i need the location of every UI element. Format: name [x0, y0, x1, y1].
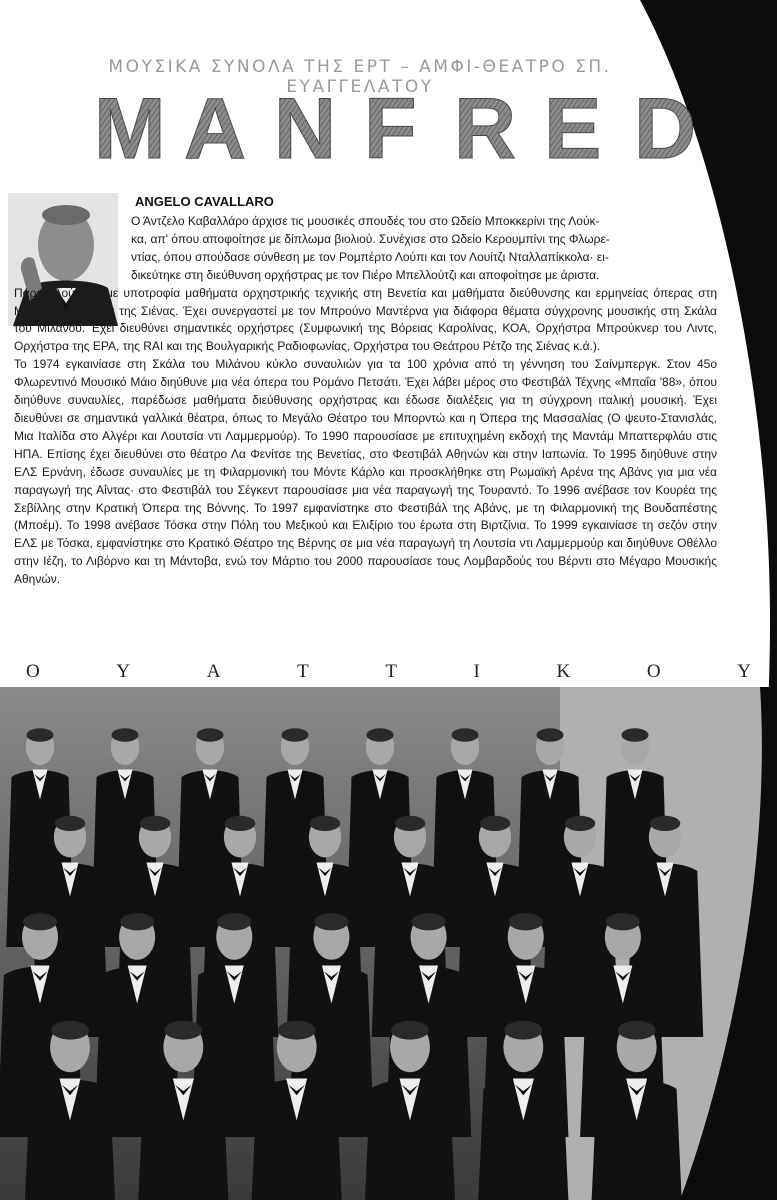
bio-intro: [131, 213, 717, 285]
logo-letter: M: [94, 88, 166, 166]
manfred-logo: [88, 88, 718, 166]
bio-intro-line: Ο Άντζελο Καβαλλάρο άρχισε τις μουσικές σπουδές του στο Ωδείο Μποκκερίνι της Λούκ-: [131, 214, 600, 228]
logo-letter: A: [184, 88, 247, 166]
orchestra-photo: [0, 687, 777, 1200]
bio-intro-line: δικεύτηκε στη διεύθυνση ορχήστρας με τον Πιέρο Μπελλούτζι και αποφοίτησε με άριστα.: [131, 267, 600, 282]
wordstrip-letter: Ι: [473, 661, 480, 682]
bio-paragraph-2: Το 1974 εγκαινίασε στη Σκάλα του Μιλάνου κύκλο συναυλιών για τα 100 χρόνια από τη γέννηση του Σαίνμπεργκ. Στον 45ο Φλωρεντινό Μουσικό Μάιο διηύθυνε μια νέα όπερα του Ρομάνο Πετσάτι. Έχει λάβει μέρος στο Φεστιβάλ Τέχνης «Μπαΐα '88», όπου διηύθυνε συναυλίες, παρέδωσε μαθήματα διεύθυνσης ορχήστρας και έδωσε διαλέξεις για τη σύγχρονη ιταλική μουσική. Έχει διευθύνει σε σημαντικά γαλλικά θέατρα, όπως το Μεγάλο Θέατρο του Μπορντώ και η Όπερα της Μασσαλίας (Ο ψευτο-Στανισλάς, Μια Ιταλίδα στο Αλγέρι και Λουτσία ντι Λαμμερμούρ). Το 1990 παρουσίασε με επιτυχημένη εκδοχή της Μαντάμ Μπαττερφλάυ στις ΗΠΑ. Επίσης έχει διευθύνει στο θέατρο Λα Φενίτσε της Βενετίας, στο Φεστιβάλ Αθηνών και στην Ιαπωνία. Το 1995 διηύθυνε στην ΕΛΣ Ερνάνη, έδωσε συναυλίες με τη Φιλαρμονική του Μόντε Κάρλο και προσκλήθηκε στη Ρωμαϊκή Αρένα της Αβάνς για μια νέα παραγωγή της Αΐντας· στο Φεστιβάλ του Σέγκεντ παρουσίασε μια νέα παραγωγή της Τουραντό. Το 1996 ανέβασε τον Κουρέα της Σεβίλλης στην Κρατική Όπερα της Βόννης. Το 1997 εμφανίστηκε στο Φεστιβάλ της Αβάνς, με τη Φιλαρμονική της Βουδαπέστης (Μποέμ). Το 1998 ανέβασε Τόσκα στην Πόλη του Μεξικού και Ελιξίριο του έρωτα στη Βιρτζίνια. Το 1999 εγκαινίασε τη σεζόν στην ΕΛΣ με Τόσκα, εμφανίστηκε στο Κρατικό Θέατρο της Βέρνης σε μια νέα παραγωγή τη Λουτσία ντι Λαμμερμούρ και διηύθυνε Οθέλλο στην Ιέζη, το Λιβόρνο και τη Μάντοβα, ενώ τον Μάρτιο του 2000 παρουσίασε τους Λομβαρδούς του Βέρντι στο Μέγαρο Μουσικής Αθηνών.: [14, 357, 717, 587]
wordstrip-letter: Α: [206, 661, 221, 682]
logo-letter: R: [454, 88, 517, 166]
wordstrip: [0, 661, 777, 687]
wordstrip-letter: Υ: [737, 661, 751, 682]
header-subtitle: ΜΟΥΣΙΚΑ ΣΥΝΟΛΑ ΤΗΣ ΕΡΤ – ΑΜΦΙ-ΘΕΑΤΡΟ ΣΠ. ΕΥΑΓΓΕΛΑΤΟΥ: [108, 57, 612, 97]
wordstrip-letter: Ο: [26, 661, 40, 682]
logo-letter: N: [274, 88, 337, 166]
bio-name: ANGELO CAVALLARO: [135, 194, 274, 209]
wordstrip-letter: Κ: [556, 661, 571, 682]
wordstrip-letter: Τ: [297, 661, 309, 682]
bio-intro-line: ντίας, όπου σπούδασε σύνθεση με τον Ρομπέρτο Λούπι και τον Λουίτζι Νταλλαπίκκολα· ει-: [131, 249, 609, 264]
bio-intro-line: κα, απ' όπου αποφοίτησε με δίπλωμα βιολιού. Συνέχισε στο Ωδείο Κερουμπίνι της Φλωρε-: [131, 231, 610, 246]
bio-paragraph-1: Παρακολούθησε με υποτροφία μαθήματα ορχηστρικής τεχνικής στη Βενετία και μαθήματα διεύθυνσης και ερμηνείας όπερας στη Μουσική Ακαδημία της Σιένας. Έχει συνεργαστεί με τον Μπρούνο Μαντέρνα για διάφορα θέματα σύγχρονης μουσικής στη Σκάλα του Μιλάνου. Έχει διευθύνει σημαντικές ορχήστρες (Συμφωνική της Βόρειας Καρολίνας, ΚΟΑ, Ορχήστρα Μπρούκνερ του Λιντς, Ορχήστρα της ΕΡΑ, της RAI και της Βουλγαρικής Ραδιοφωνίας, Ορχήστρα του Θεάτρου Ρέτζο της Σιένας κ.ά.).: [14, 285, 717, 354]
logo-letter: D: [634, 88, 697, 166]
logo-letter: F: [364, 88, 417, 166]
wordstrip-letter: Ο: [646, 661, 661, 682]
logo-letter: E: [544, 88, 602, 166]
biography: [14, 194, 717, 589]
wordstrip-letter: Υ: [116, 661, 131, 682]
wordstrip-letter: Τ: [385, 661, 397, 682]
